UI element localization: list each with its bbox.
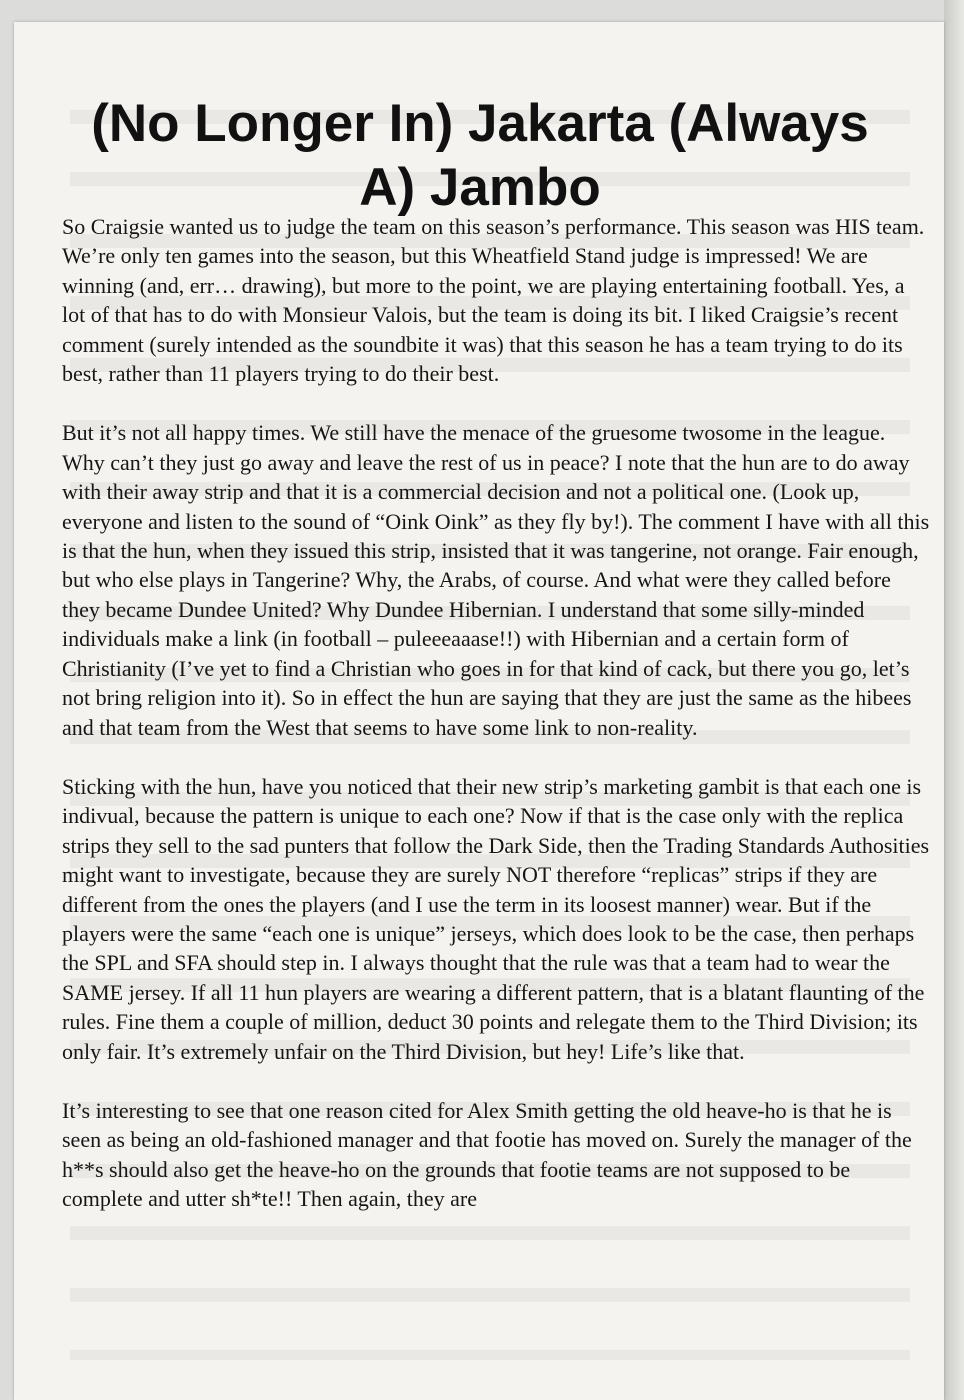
title-line-1: (No Longer In) Jakarta (Always xyxy=(91,94,869,153)
paragraph-1: So Craigsie wanted us to judge the team on this season’s performance. This season was HIS team. We’re only ten games into the season, but this Wheatfield Stand judge is impressed! We are winning (and, err… drawing), but more to the point, we are playing entertaining football. Yes, a lot of that has to do with Monsieur Valois, but the team is doing its bit. I liked Craigsie’s recent comment (surely intended as the soundbite it was) that this season he has a team trying to do its best, rather than 11 players trying to do their best. xyxy=(62,214,925,387)
article-body xyxy=(62,212,932,1244)
article-title xyxy=(40,92,920,220)
title-line-2: A) Jambo xyxy=(359,158,601,217)
page-spine xyxy=(944,0,964,1400)
paragraph-4: It’s interesting to see that one reason cited for Alex Smith getting the old heave-ho is that he is seen as being an old-fashioned manager and that footie has moved on. Surely the manager of the h**s should also get the heave-ho on the grounds that footie teams are not supposed to be complete and utter sh*te!! Then again, they are xyxy=(62,1097,912,1212)
paragraph-2: But it’s not all happy times. We still have the menace of the gruesome twosome in the league. Why can’t they just go away and leave the rest of us in peace? I note that the hun are to do away with their away strip and that it is a commercial decision and not a political one. (Look up, everyone and listen to the sound of “Oink Oink” as they fly by!). The comment I have with all this is that the hun, when they issued this strip, insisted that it was tangerine, not orange. Fair enough, but who else plays in Tangerine? Why, the Arabs, of course. And what were they called before they became Dundee United? Why Dundee Hibernian. I understand that some silly-minded individuals make a link (in football – puleeeaaase!!) with Hibernian and a certain form of Christianity (I’ve yet to find a Christian who goes in for that kind of cack, but there you go, let’s not bring religion into it). So in effect the hun are saying that they are just the same as the hibees and that team from the West that seems to have some link to non-reality. xyxy=(62,420,930,740)
paragraph-3: Sticking with the hun, have you noticed that their new strip’s marketing gambit is that each one is indivual, because the pattern is unique to each one? Now if that is the case only with the replica strips they sell to the sad punters that follow the Dark Side, then the Trading Standards Authosities might want to investigate, because they are surely NOT therefore “replicas” strips if they are different from the ones the players (and I use the term in its loosest manner) wear. But if the players were the same “each one is unique” jerseys, which does look to be the case, then perhaps the SPL and SFA should step in. I always thought that the rule was that a team had to wear the SAME jersey. If all 11 hun players are wearing a different pattern, that is a blatant flaunting of the rules. Fine them a couple of million, deduct 30 points and relegate them to the Third Division; its only fair. It’s extremely unfair on the Third Division, but hey! Life’s like that. xyxy=(62,773,930,1064)
